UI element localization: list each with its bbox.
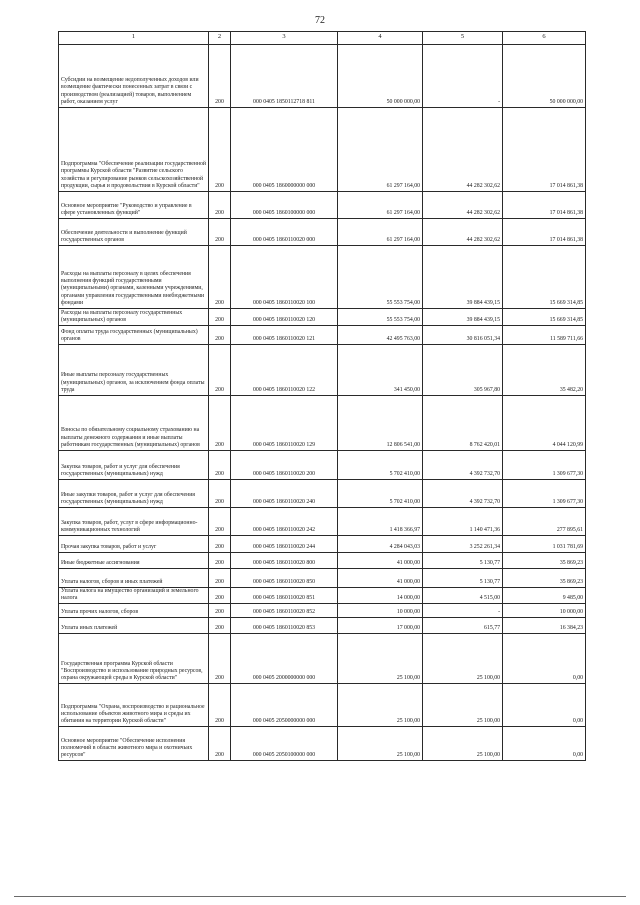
header-col-2: 2 (209, 32, 231, 45)
cell-line-code: 200 (209, 219, 231, 246)
cell-executed-amount: - (423, 604, 503, 618)
cell-executed-amount: 25 100,00 (423, 634, 503, 684)
cell-name: Основное мероприятие "Обеспечение исполнения полномочий в области животного мира и охотничьих ресурсов" (59, 727, 209, 761)
cell-name: Расходы на выплаты персоналу государственных (муниципальных) органов (59, 309, 209, 326)
cell-unexecuted-amount: 50 000 000,00 (503, 45, 586, 108)
cell-unexecuted-amount: 15 669 314,85 (503, 309, 586, 326)
cell-name: Уплата иных платежей (59, 618, 209, 634)
header-col-3: 3 (231, 32, 338, 45)
cell-name: Фонд оплаты труда государственных (муниципальных) органов (59, 326, 209, 345)
header-col-4: 4 (338, 32, 423, 45)
table-row (59, 536, 586, 553)
cell-line-code: 200 (209, 480, 231, 508)
cell-budget-code: 000 0405 1860110020 129 (231, 396, 338, 451)
cell-approved-amount: 12 806 541,00 (338, 396, 423, 451)
cell-line-code: 200 (209, 396, 231, 451)
cell-executed-amount: 5 130,77 (423, 553, 503, 569)
budget-execution-table (58, 31, 586, 761)
cell-executed-amount: 39 884 439,15 (423, 246, 503, 309)
table-row (59, 309, 586, 326)
cell-approved-amount: 61 297 164,00 (338, 192, 423, 219)
cell-budget-code: 000 0405 1860100000 000 (231, 192, 338, 219)
table-row (59, 246, 586, 309)
cell-approved-amount: 41 000,00 (338, 569, 423, 588)
cell-name: Расходы на выплаты персоналу в целях обеспечения выполнения функций государственными (муниципальными) органами, казенными учреждениями, органами управления государственными внебюджетными фондами (59, 246, 209, 309)
cell-unexecuted-amount: 1 309 677,30 (503, 451, 586, 480)
table-row (59, 604, 586, 618)
table-row (59, 618, 586, 634)
cell-budget-code: 000 0405 1860110020 122 (231, 345, 338, 396)
cell-name: Иные бюджетные ассигнования (59, 553, 209, 569)
cell-line-code: 200 (209, 326, 231, 345)
cell-budget-code: 000 0405 1860000000 000 (231, 108, 338, 192)
cell-budget-code: 000 0405 1860110020 853 (231, 618, 338, 634)
cell-executed-amount: 305 967,80 (423, 345, 503, 396)
table-row (59, 508, 586, 536)
cell-unexecuted-amount: 35 869,23 (503, 553, 586, 569)
cell-executed-amount: 25 100,00 (423, 684, 503, 727)
cell-unexecuted-amount: 1 031 781,69 (503, 536, 586, 553)
cell-line-code: 200 (209, 553, 231, 569)
header-row (59, 32, 586, 45)
cell-unexecuted-amount: 15 669 314,85 (503, 246, 586, 309)
cell-approved-amount: 341 450,00 (338, 345, 423, 396)
cell-budget-code: 000 0405 1860110020 100 (231, 246, 338, 309)
cell-approved-amount: 55 553 754,00 (338, 246, 423, 309)
header-col-1: 1 (59, 32, 209, 45)
table-row (59, 727, 586, 761)
cell-line-code: 200 (209, 451, 231, 480)
cell-unexecuted-amount: 10 000,00 (503, 604, 586, 618)
cell-budget-code: 000 0405 2050100000 000 (231, 727, 338, 761)
table-row (59, 345, 586, 396)
cell-approved-amount: 5 702 410,00 (338, 480, 423, 508)
cell-unexecuted-amount: 277 895,61 (503, 508, 586, 536)
cell-name: Основное мероприятие "Руководство и управление в сфере установленных функций" (59, 192, 209, 219)
table-row (59, 480, 586, 508)
cell-unexecuted-amount: 0,00 (503, 727, 586, 761)
cell-line-code: 200 (209, 45, 231, 108)
cell-executed-amount: 30 816 051,34 (423, 326, 503, 345)
cell-budget-code: 000 0405 1860110020 242 (231, 508, 338, 536)
table-body (59, 45, 586, 761)
cell-approved-amount: 14 000,00 (338, 588, 423, 604)
cell-approved-amount: 1 418 366,97 (338, 508, 423, 536)
cell-executed-amount: 3 252 261,34 (423, 536, 503, 553)
cell-budget-code: 000 0405 1860110020 244 (231, 536, 338, 553)
header-col-5: 5 (423, 32, 503, 45)
table-row (59, 588, 586, 604)
cell-line-code: 200 (209, 536, 231, 553)
cell-executed-amount: 4 515,00 (423, 588, 503, 604)
cell-unexecuted-amount: 35 482,20 (503, 345, 586, 396)
cell-name: Подпрограмма "Охрана, воспроизводство и рациональное использование объектов животного мира и среды их обитания на территории Курской области" (59, 684, 209, 727)
cell-name: Субсидии на возмещение недополученных доходов или возмещение фактически понесенных затрат в связи с производством (реализацией) товаров, выполнением работ, оказанием услуг (59, 45, 209, 108)
cell-name: Взносы по обязательному социальному страхованию на выплаты денежного содержания и иные выплаты работникам государственных (муниципальных) органов (59, 396, 209, 451)
cell-executed-amount: 1 140 471,36 (423, 508, 503, 536)
cell-approved-amount: 61 297 164,00 (338, 219, 423, 246)
cell-line-code: 200 (209, 345, 231, 396)
cell-unexecuted-amount: 17 014 861,38 (503, 108, 586, 192)
cell-unexecuted-amount: 35 869,23 (503, 569, 586, 588)
cell-budget-code: 000 0405 1860110020 000 (231, 219, 338, 246)
table-header (59, 32, 586, 45)
table-row (59, 684, 586, 727)
cell-line-code: 200 (209, 192, 231, 219)
cell-unexecuted-amount: 0,00 (503, 634, 586, 684)
cell-executed-amount: 44 282 302,62 (423, 219, 503, 246)
cell-line-code: 200 (209, 246, 231, 309)
table-row (59, 553, 586, 569)
cell-budget-code: 000 0405 2000000000 000 (231, 634, 338, 684)
cell-name: Подпрограмма "Обеспечение реализации государственной программы Курской области "Развитие сельского хозяйства и регулирование рынков сельскохозяйственной продукции, сырья и продовольствия в Курской области" (59, 108, 209, 192)
page-number: 72 (315, 15, 325, 26)
cell-approved-amount: 42 495 763,00 (338, 326, 423, 345)
cell-name: Уплата прочих налогов, сборов (59, 604, 209, 618)
cell-unexecuted-amount: 11 589 711,66 (503, 326, 586, 345)
table-row (59, 219, 586, 246)
cell-executed-amount: 25 100,00 (423, 727, 503, 761)
cell-executed-amount: 4 392 732,70 (423, 451, 503, 480)
cell-approved-amount: 25 100,00 (338, 634, 423, 684)
cell-budget-code: 000 0405 1860110020 121 (231, 326, 338, 345)
cell-approved-amount: 5 702 410,00 (338, 451, 423, 480)
cell-line-code: 200 (209, 618, 231, 634)
cell-approved-amount: 10 000,00 (338, 604, 423, 618)
cell-name: Прочая закупка товаров, работ и услуг (59, 536, 209, 553)
cell-executed-amount: 44 282 302,62 (423, 192, 503, 219)
cell-line-code: 200 (209, 108, 231, 192)
cell-unexecuted-amount: 9 485,00 (503, 588, 586, 604)
cell-unexecuted-amount: 16 384,23 (503, 618, 586, 634)
cell-budget-code: 000 0405 1860110020 240 (231, 480, 338, 508)
cell-budget-code: 000 0405 1860110020 851 (231, 588, 338, 604)
cell-name: Уплата налогов, сборов и иных платежей (59, 569, 209, 588)
cell-line-code: 200 (209, 727, 231, 761)
cell-name: Государственная программа Курской области "Воспроизводство и использование природных ресурсов, охрана окружающей среды в Курской области" (59, 634, 209, 684)
cell-budget-code: 000 0405 1860110020 850 (231, 569, 338, 588)
cell-approved-amount: 55 553 754,00 (338, 309, 423, 326)
scan-bottom-border (14, 896, 626, 897)
cell-budget-code: 000 0405 1850112718 811 (231, 45, 338, 108)
cell-unexecuted-amount: 17 014 861,38 (503, 192, 586, 219)
table-row (59, 396, 586, 451)
table-row (59, 192, 586, 219)
cell-approved-amount: 25 100,00 (338, 727, 423, 761)
cell-name: Закупка товаров, работ, услуг в сфере информационно-коммуникационных технологий (59, 508, 209, 536)
cell-executed-amount: - (423, 45, 503, 108)
cell-executed-amount: 5 130,77 (423, 569, 503, 588)
cell-unexecuted-amount: 4 044 120,99 (503, 396, 586, 451)
cell-budget-code: 000 0405 1860110020 852 (231, 604, 338, 618)
cell-approved-amount: 4 284 043,03 (338, 536, 423, 553)
cell-executed-amount: 44 282 302,62 (423, 108, 503, 192)
cell-name: Уплата налога на имущество организаций и земельного налога (59, 588, 209, 604)
cell-line-code: 200 (209, 508, 231, 536)
table-row (59, 45, 586, 108)
cell-line-code: 200 (209, 309, 231, 326)
cell-line-code: 200 (209, 569, 231, 588)
cell-unexecuted-amount: 0,00 (503, 684, 586, 727)
cell-line-code: 200 (209, 684, 231, 727)
cell-unexecuted-amount: 17 014 861,38 (503, 219, 586, 246)
cell-line-code: 200 (209, 634, 231, 684)
cell-unexecuted-amount: 1 309 677,30 (503, 480, 586, 508)
cell-approved-amount: 17 000,00 (338, 618, 423, 634)
cell-line-code: 200 (209, 588, 231, 604)
cell-executed-amount: 39 884 439,15 (423, 309, 503, 326)
cell-approved-amount: 50 000 000,00 (338, 45, 423, 108)
cell-budget-code: 000 0405 1860110020 120 (231, 309, 338, 326)
cell-approved-amount: 61 297 164,00 (338, 108, 423, 192)
header-col-6: 6 (503, 32, 586, 45)
table-row (59, 451, 586, 480)
cell-name: Иные выплаты персоналу государственных (муниципальных) органов, за исключением фонда оплаты труда (59, 345, 209, 396)
cell-approved-amount: 41 000,00 (338, 553, 423, 569)
cell-approved-amount: 25 100,00 (338, 684, 423, 727)
cell-executed-amount: 4 392 732,70 (423, 480, 503, 508)
cell-name: Иные закупки товаров, работ и услуг для обеспечения государственных (муниципальных) нужд (59, 480, 209, 508)
table-row (59, 634, 586, 684)
cell-line-code: 200 (209, 604, 231, 618)
cell-name: Обеспечение деятельности и выполнение функций государственных органов (59, 219, 209, 246)
cell-budget-code: 000 0405 2050000000 000 (231, 684, 338, 727)
table-row (59, 108, 586, 192)
table-row (59, 326, 586, 345)
cell-executed-amount: 615,77 (423, 618, 503, 634)
cell-name: Закупка товаров, работ и услуг для обеспечения государственных (муниципальных) нужд (59, 451, 209, 480)
cell-executed-amount: 8 762 420,01 (423, 396, 503, 451)
table-row (59, 569, 586, 588)
cell-budget-code: 000 0405 1860110020 800 (231, 553, 338, 569)
cell-budget-code: 000 0405 1860110020 200 (231, 451, 338, 480)
